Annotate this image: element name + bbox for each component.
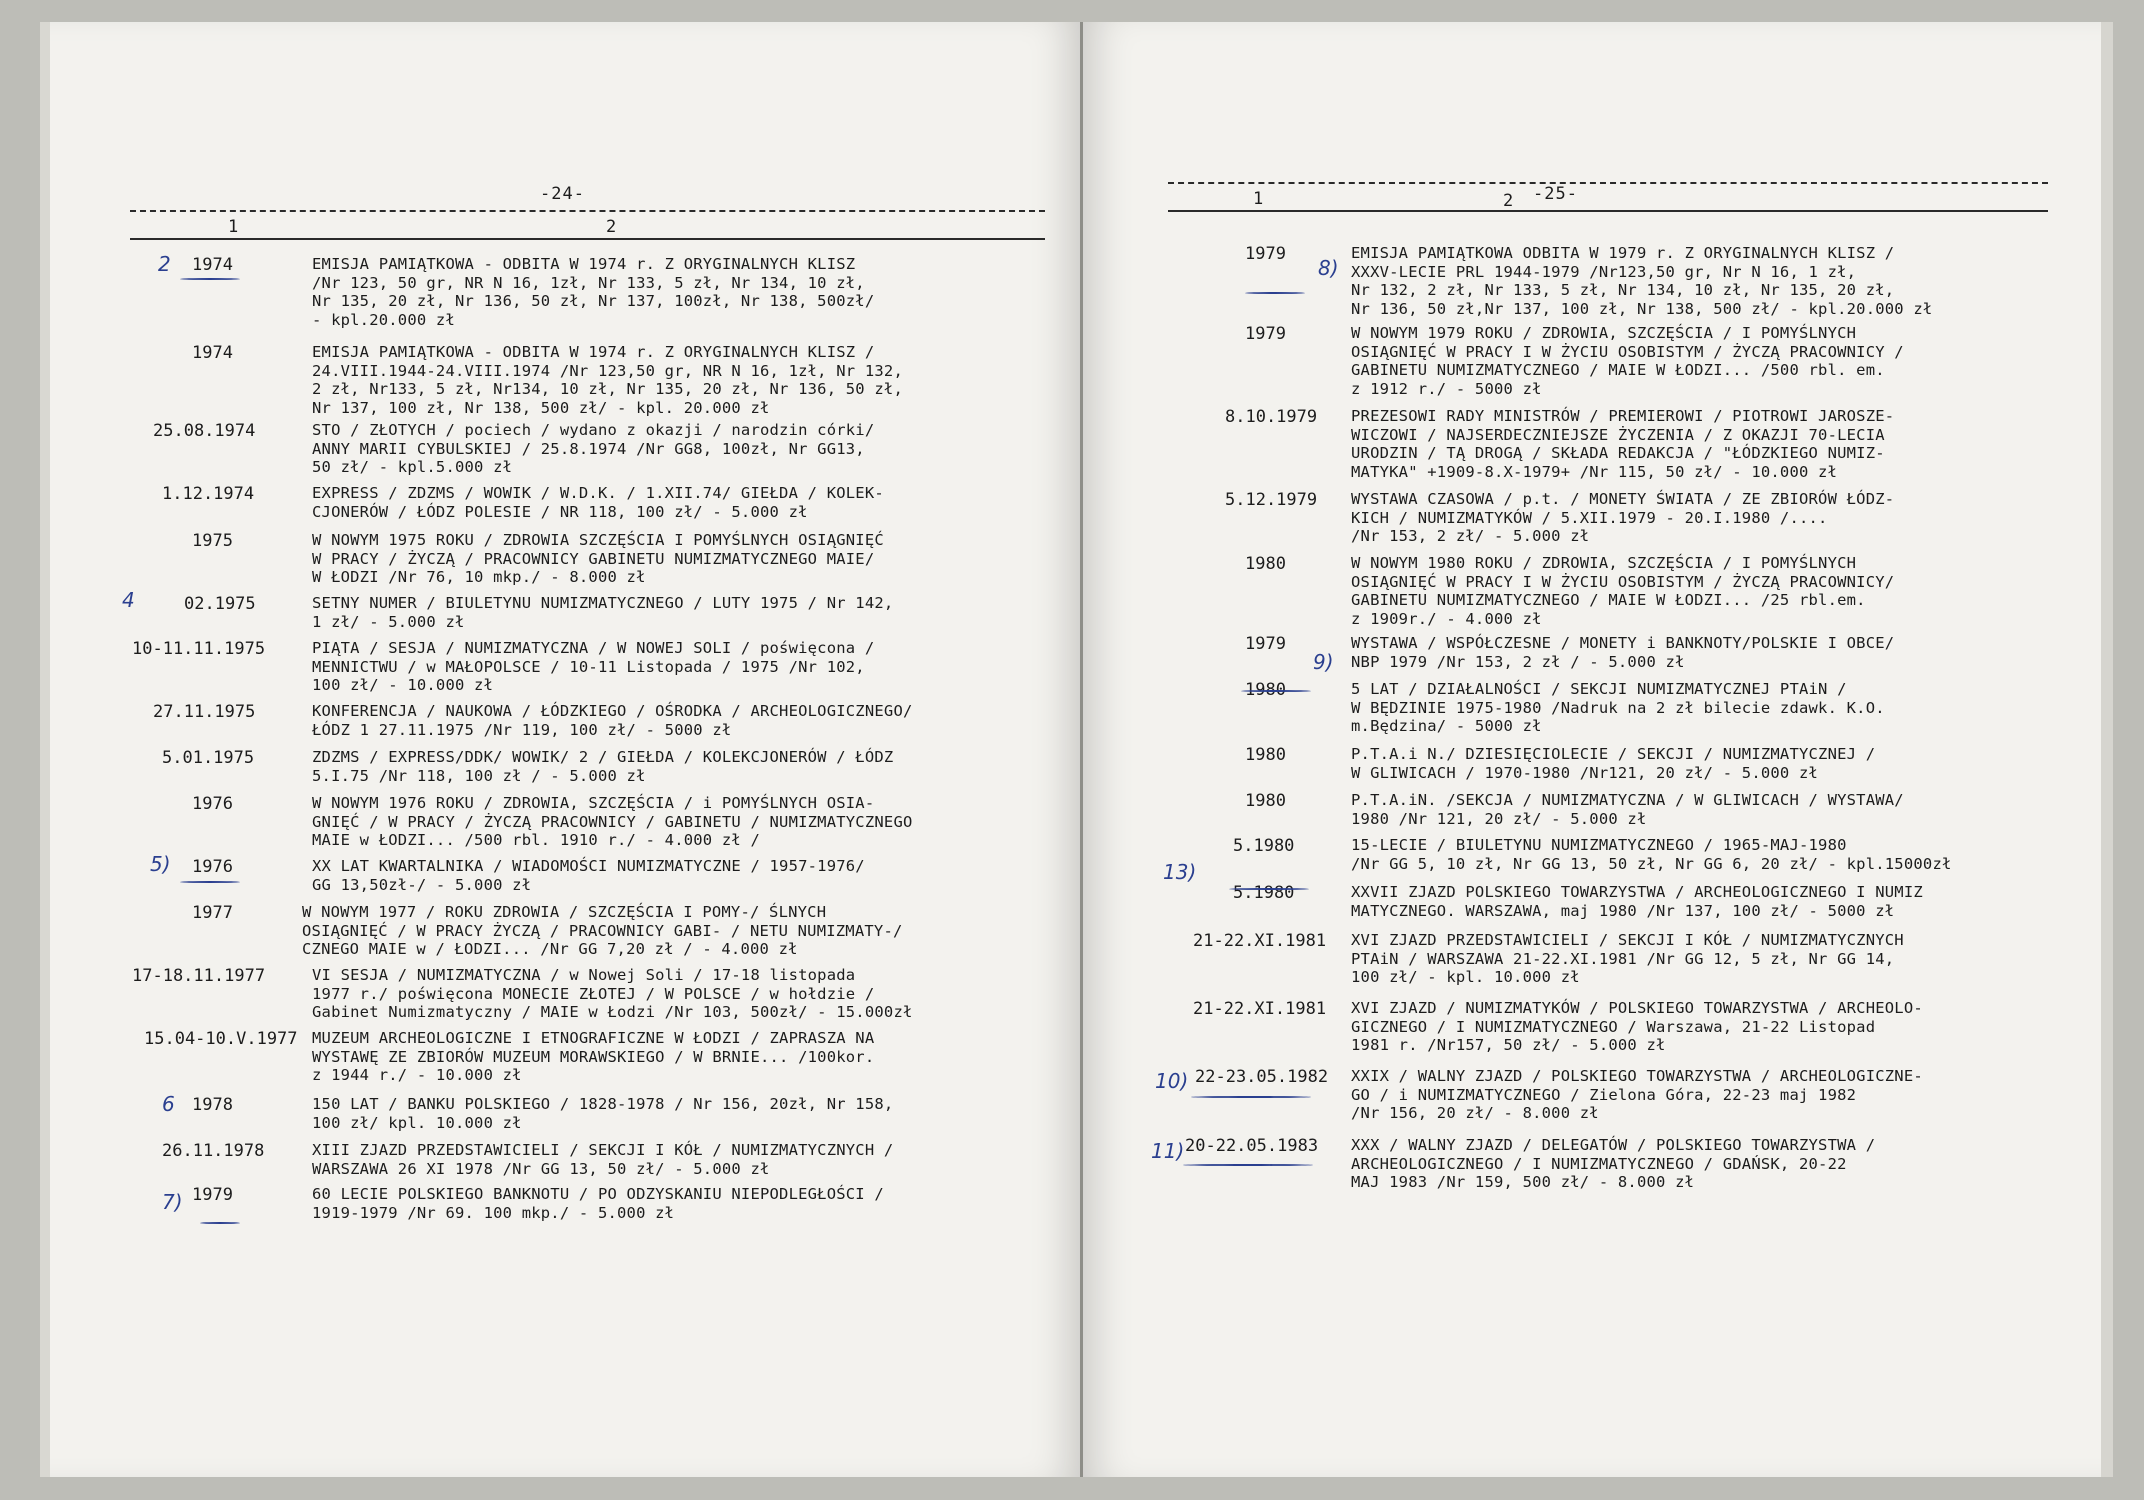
- entry-description: PIĄTA / SESJA / NUMIZMATYCZNA / W NOWEJ SOLI / poświęcona / MENNICTWU / w MAŁOPOLSCE / 10-11 Listopada / 1975 /Nr 102, 100 zł/ - 10.000 zł: [312, 639, 875, 694]
- handwritten-underline: [200, 1222, 240, 1224]
- handwritten-underline: [1183, 1164, 1313, 1166]
- entry-description: EMISJA PAMIĄTKOWA - ODBITA W 1974 r. Z ORYGINALNYCH KLISZ / 24.VIII.1944-24.VIII.1974 /Nr 123,50 gr, NR N 16, 1zł, Nr 132, 2 zł, Nr133, 5 zł, Nr134, 10 zł, Nr 135, 20 zł, Nr 136, 50 zł, Nr 137, 100 zł, Nr 138, 500 zł/ - kpl. 20.000 zł: [312, 343, 903, 417]
- entry-date: 1979: [1245, 324, 1286, 344]
- entry-date: 5.12.1979: [1225, 490, 1318, 510]
- entry-description: PREZESOWI RADY MINISTRÓW / PREMIEROWI / PIOTROWI JAROSZE- WICZOWI / NAJSERDECZNIEJSZE ŻYCZENIA / Z OKAZJI 70-LECIA URODZIN / TĄ DROGĄ / SKŁADA REDAKCJA / "ŁÓDZKIEGO NUMIZ- MATYKA" +1909-8.X-1979+ /Nr 115, 50 zł/ - 10.000 zł: [1351, 407, 1895, 481]
- page-number: -25-: [1533, 184, 1578, 204]
- entry-description: EMISJA PAMIĄTKOWA ODBITA W 1979 r. Z ORYGINALNYCH KLISZ / XXXV-LECIE PRL 1944-1979 /Nr123,50 gr, Nr N 16, 1 zł, Nr 132, 2 zł, Nr 133, 5 zł, Nr 134, 10 zł, Nr 135, 20 zł, Nr 136, 50 zł,Nr 137, 100 zł, Nr 138, 500 zł/ - kpl.20.000 zł: [1351, 244, 1933, 318]
- entry-date: 1980: [1245, 680, 1286, 700]
- entry-description: 150 LAT / BANKU POLSKIEGO / 1828-1978 / Nr 156, 20zł, Nr 158, 100 zł/ kpl. 10.000 zł: [312, 1095, 894, 1132]
- entry-date: 5.01.1975: [162, 748, 255, 768]
- handwritten-underline: [180, 881, 240, 883]
- entry-description: KONFERENCJA / NAUKOWA / ŁÓDZKIEGO / OŚRODKA / ARCHEOLOGICZNEGO/ ŁÓDZ 1 27.11.1975 /Nr 119, 100 zł/ - 5000 zł: [312, 702, 913, 739]
- entry-date: 15.04-10.V.1977: [144, 1029, 298, 1049]
- entry-date: 27.11.1975: [153, 702, 256, 722]
- handwritten-mark: 13): [1163, 860, 1197, 884]
- handwritten-underline: [1229, 888, 1309, 890]
- entry-date: 1974: [192, 255, 233, 275]
- handwritten-mark: 7): [162, 1190, 183, 1214]
- entry-description: VI SESJA / NUMIZMATYCZNA / w Nowej Soli / 17-18 listopada 1977 r./ poświęcona MONECIE ZŁOTEJ / W POLSCE / w hołdzie / Gabinet Numizmatyczny / MAIE w Łodzi /Nr 103, 500zł/ - 15.000zł: [312, 966, 913, 1021]
- entry-date: 17-18.11.1977: [132, 966, 266, 986]
- handwritten-underline: [1241, 690, 1311, 692]
- entry-date: 1980: [1245, 554, 1286, 574]
- entry-description: EMISJA PAMIĄTKOWA - ODBITA W 1974 r. Z ORYGINALNYCH KLISZ /Nr 123, 50 gr, NR N 16, 1zł, Nr 133, 5 zł, Nr 134, 10 zł, Nr 135, 20 zł, Nr 136, 50 zł, Nr 137, 100zł, Nr 138, 500zł/ - kpl.20.000 zł: [312, 255, 875, 329]
- left-page: [40, 22, 1080, 1477]
- entry-date: 25.08.1974: [153, 421, 256, 441]
- handwritten-mark: 5): [150, 852, 171, 876]
- entry-description: STO / ZŁOTYCH / pociech / wydano z okazji / narodzin córki/ ANNY MARII CYBULSKIEJ / 25.8.1974 /Nr GG8, 100zł, Nr GG13, 50 zł/ - kpl.5.000 zł: [312, 421, 875, 476]
- entry-description: XXX / WALNY ZJAZD / DELEGATÓW / POLSKIEGO TOWARZYSTWA / ARCHEOLOGICZNEGO / I NUMIZMATYCZNEGO / GDAŃSK, 20-22 MAJ 1983 /Nr 159, 500 zł/ - 8.000 zł: [1351, 1136, 1876, 1191]
- entry-date: 1979: [1245, 634, 1286, 654]
- entry-description: XVI ZJAZD / NUMIZMATYKÓW / POLSKIEGO TOWARZYSTWA / ARCHEOLO- GICZNEGO / I NUMIZMATYCZNEGO / Warszawa, 21-22 Listopad 1981 r. /Nr157, 50 zł/ - 5.000 zł: [1351, 999, 1923, 1054]
- entry-description: 15-LECIE / BIULETYNU NUMIZMATYCZNEGO / 1965-MAJ-1980 /Nr GG 5, 10 zł, Nr GG 13, 50 zł, Nr GG 6, 20 zł/ - kpl.15000zł: [1351, 836, 1952, 873]
- entry-description: W NOWYM 1975 ROKU / ZDROWIA SZCZĘŚCIA I POMYŚLNYCH OSIĄGNIĘĆ W PRACY / ŻYCZĄ / PRACOWNICY GABINETU NUMIZMATYCZNEGO MAIE/ W ŁODZI /Nr 76, 10 mkp./ - 8.000 zł: [312, 531, 884, 586]
- handwritten-mark: 6: [162, 1092, 175, 1116]
- entry-description: MUZEUM ARCHEOLOGICZNE I ETNOGRAFICZNE W ŁODZI / ZAPRASZA NA WYSTAWĘ ZE ZBIORÓW MUZEUM MORAWSKIEGO / W BRNIE... /100kor. z 1944 r./ - 10.000 zł: [312, 1029, 875, 1084]
- entry-date: 5.1980: [1233, 836, 1295, 856]
- entry-date: 1.12.1974: [162, 484, 255, 504]
- entry-date: 10-11.11.1975: [132, 639, 266, 659]
- entry-description: P.T.A.iN. /SEKCJA / NUMIZMATYCZNA / W GLIWICACH / WYSTAWA/ 1980 /Nr 121, 20 zł/ - 5.000 zł: [1351, 791, 1904, 828]
- entry-description: WYSTAWA / WSPÓŁCZESNE / MONETY i BANKNOTY/POLSKIE I OBCE/ NBP 1979 /Nr 153, 2 zł / - 5.000 zł: [1351, 634, 1895, 671]
- handwritten-underline: [180, 278, 240, 280]
- entry-date: 22-23.05.1982: [1195, 1067, 1329, 1087]
- header-solid-rule: [130, 238, 1045, 240]
- header-dashed-rule: [1168, 182, 2048, 184]
- entry-description: W NOWYM 1976 ROKU / ZDROWIA, SZCZĘŚCIA / i POMYŚLNYCH OSIA- GNIĘĆ / W PRACY / ŻYCZĄ PRACOWNICY / GABINETU / NUMIZMATYCZNEGO MAIE w ŁODZI... /500 rbl. 1910 r./ - 4.000 zł /: [312, 794, 913, 849]
- handwritten-mark: 10): [1155, 1069, 1189, 1093]
- handwritten-mark: 2: [158, 252, 171, 276]
- header-dashed-rule: [130, 210, 1045, 212]
- entry-description: XXIX / WALNY ZJAZD / POLSKIEGO TOWARZYSTWA / ARCHEOLOGICZNE- GO / i NUMIZMATYCZNEGO / Zielona Góra, 22-23 maj 1982 /Nr 156, 20 zł/ - 8.000 zł: [1351, 1067, 1923, 1122]
- handwritten-mark: 9): [1313, 650, 1334, 674]
- entry-description: EXPRESS / ZDZMS / WOWIK / W.D.K. / 1.XII.74/ GIEŁDA / KOLEK- CJONERÓW / ŁÓDZ POLESIE / NR 118, 100 zł/ - 5.000 zł: [312, 484, 884, 521]
- entry-date: 1979: [192, 1185, 233, 1205]
- entry-description: W NOWYM 1980 ROKU / ZDROWIA, SZCZĘŚCIA / I POMYŚLNYCH OSIĄGNIĘĆ W PRACY I W ŻYCIU OSOBISTYM / ŻYCZĄ PRACOWNICY/ GABINETU NUMIZMATYCZNEGO / MAIE W ŁODZI... /25 rbl.em. z 1909r./ - 4.000 zł: [1351, 554, 1895, 628]
- handwritten-mark: 4: [122, 588, 135, 612]
- handwritten-underline: [1191, 1096, 1311, 1098]
- entry-date: 1976: [192, 857, 233, 877]
- entry-description: WYSTAWA CZASOWA / p.t. / MONETY ŚWIATA / ZE ZBIORÓW ŁÓDZ- KICH / NUMIZMATYKÓW / 5.XII.1979 - 20.I.1980 /.... /Nr 153, 2 zł/ - 5.000 zł: [1351, 490, 1895, 545]
- handwritten-mark: 8): [1318, 256, 1339, 280]
- entry-date: 1980: [1245, 791, 1286, 811]
- entry-date: 21-22.XI.1981: [1193, 999, 1327, 1019]
- handwritten-mark: 11): [1151, 1139, 1185, 1163]
- header-solid-rule: [1168, 210, 2048, 212]
- entry-date: 1975: [192, 531, 233, 551]
- entry-date: 20-22.05.1983: [1185, 1136, 1319, 1156]
- entry-date: 1974: [192, 343, 233, 363]
- entry-description: P.T.A.i N./ DZIESIĘCIOLECIE / SEKCJI / NUMIZMATYCZNEJ / W GLIWICACH / 1970-1980 /Nr121, 20 zł/ - 5.000 zł: [1351, 745, 1876, 782]
- entry-description: XVI ZJAZD PRZEDSTAWICIELI / SEKCJI I KÓŁ / NUMIZMATYCZNYCH PTAiN / WARSZAWA 21-22.XI.1981 /Nr GG 12, 5 zł, Nr GG 14, 100 zł/ - kpl. 10.000 zł: [1351, 931, 1904, 986]
- entry-date: 26.11.1978: [162, 1141, 265, 1161]
- entry-description: XIII ZJAZD PRZEDSTAWICIELI / SEKCJI I KÓŁ / NUMIZMATYCZNYCH / WARSZAWA 26 XI 1978 /Nr GG 13, 50 zł/ - 5.000 zł: [312, 1141, 894, 1178]
- entry-date: 1978: [192, 1095, 233, 1115]
- entry-description: ZDZMS / EXPRESS/DDK/ WOWIK/ 2 / GIEŁDA / KOLEKCJONERÓW / ŁÓDZ 5.I.75 /Nr 118, 100 zł / - 5.000 zł: [312, 748, 894, 785]
- entry-description: 60 LECIE POLSKIEGO BANKNOTU / PO ODZYSKANIU NIEPODLEGŁOŚCI / 1919-1979 /Nr 69. 100 mkp./ - 5.000 zł: [312, 1185, 884, 1222]
- entry-date: 1976: [192, 794, 233, 814]
- entry-description: W NOWYM 1979 ROKU / ZDROWIA, SZCZĘŚCIA / I POMYŚLNYCH OSIĄGNIĘĆ W PRACY I W ŻYCIU OSOBISTYM / ŻYCZĄ PRACOWNICY / GABINETU NUMIZMATYCZNEGO / MAIE W ŁODZI... /500 rbl. em. z 1912 r./ - 5000 zł: [1351, 324, 1904, 398]
- entry-date: 1979: [1245, 244, 1286, 264]
- page-number: -24-: [540, 184, 585, 204]
- entry-date: 5.1980: [1233, 883, 1295, 903]
- entry-date: 1980: [1245, 745, 1286, 765]
- entry-description: XXVII ZJAZD POLSKIEGO TOWARZYSTWA / ARCHEOLOGICZNEGO I NUMIZ MATYCZNEGO. WARSZAWA, maj 1980 /Nr 137, 100 zł/ - 5000 zł: [1351, 883, 1923, 920]
- entry-description: W NOWYM 1977 / ROKU ZDROWIA / SZCZĘŚCIA I POMY-/ ŚLNYCH OSIĄGNIĘĆ / W PRACY ŻYCZĄ / PRACOWNICY GABI- / NETU NUMIZMATY-/ CZNEGO MAIE w / ŁODZI... /Nr GG 7,20 zł / - 4.000 zł: [302, 903, 903, 958]
- column-header-date: 1: [228, 217, 239, 237]
- right-page: [1083, 22, 2113, 1477]
- entry-date: 02.1975: [184, 594, 256, 614]
- column-header-date: 1: [1253, 189, 1264, 209]
- entry-description: XX LAT KWARTALNIKA / WIADOMOŚCI NUMIZMATYCZNE / 1957-1976/ GG 13,50zł-/ - 5.000 zł: [312, 857, 865, 894]
- column-header-description: 2: [606, 217, 617, 237]
- entry-date: 8.10.1979: [1225, 407, 1318, 427]
- entry-date: 21-22.XI.1981: [1193, 931, 1327, 951]
- column-header-description: 2: [1503, 191, 1514, 211]
- entry-description: SETNY NUMER / BIULETYNU NUMIZMATYCZNEGO / LUTY 1975 / Nr 142, 1 zł/ - 5.000 zł: [312, 594, 894, 631]
- handwritten-underline: [1245, 292, 1305, 294]
- entry-description: 5 LAT / DZIAŁALNOŚCI / SEKCJI NUMIZMATYCZNEJ PTAiN / W BĘDZINIE 1975-1980 /Nadruk na 2 zł bilecie zdawk. K.O. m.Będzina/ - 5000 zł: [1351, 680, 1885, 735]
- entry-date: 1977: [192, 903, 233, 923]
